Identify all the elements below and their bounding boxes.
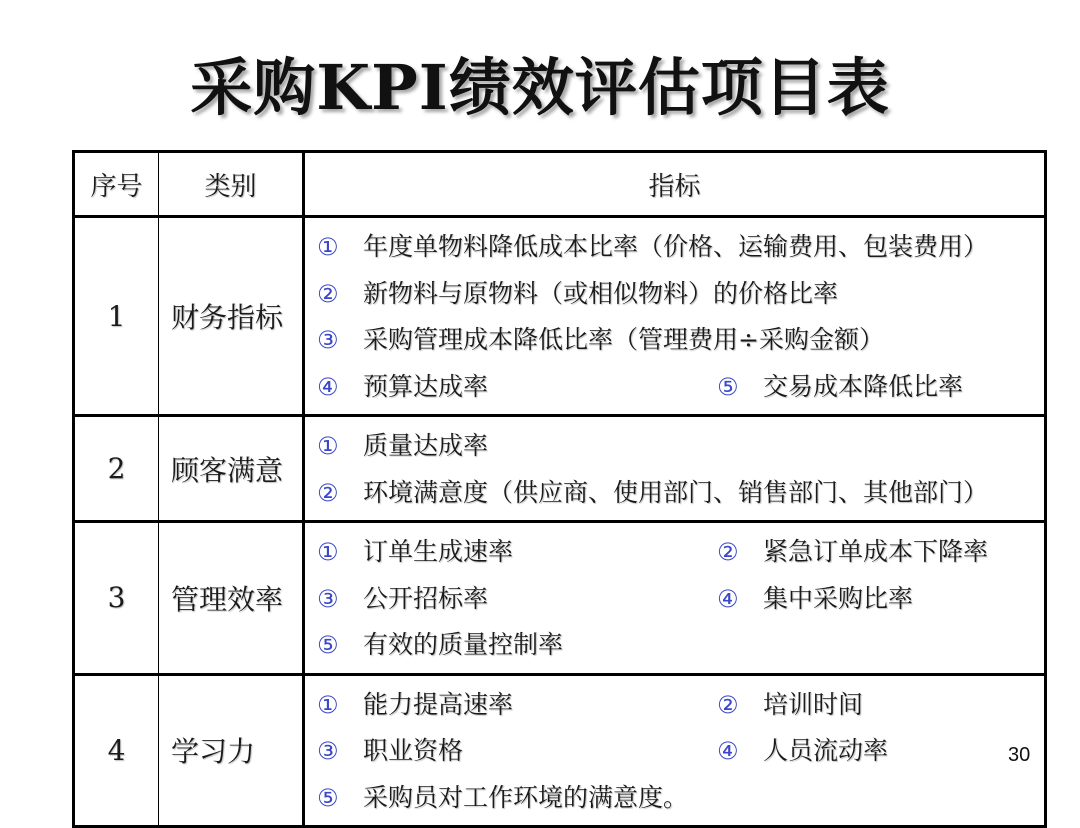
- indicator-text: 采购员对工作环境的满意度。: [363, 782, 689, 812]
- item-number-marker: ④: [717, 737, 739, 765]
- row-number: 3: [74, 522, 159, 675]
- indicator-item: [717, 364, 963, 411]
- item-number-marker: ②: [317, 478, 339, 507]
- indicator-text: 年度单物料降低成本比率（价格、运输费用、包装费用）: [363, 232, 989, 261]
- row-number: 4: [74, 674, 159, 827]
- row-indicators: [304, 522, 1046, 675]
- indicator-item: [317, 271, 838, 318]
- table-header-row: [74, 152, 1046, 217]
- indicator-text: 交易成本降低比率: [763, 371, 964, 401]
- indicator-text: 紧急订单成本下降率: [763, 537, 989, 566]
- header-indicator: 指标: [304, 152, 1046, 217]
- indicator-item: [317, 470, 988, 517]
- row-indicators: [304, 674, 1046, 827]
- indicator-line: [317, 364, 1044, 411]
- indicator-text: 预算达成率: [363, 371, 489, 401]
- indicator-line: [317, 622, 1044, 669]
- indicator-line: [317, 576, 1044, 623]
- indicator-text: 订单生成速率: [363, 537, 514, 566]
- indicator-line: [317, 529, 1044, 576]
- indicator-item: [317, 622, 563, 669]
- page-title: 采购KPI绩效评估项目表: [190, 51, 890, 124]
- item-number-marker: ②: [317, 279, 339, 308]
- row-number: 2: [74, 416, 159, 522]
- indicator-line: [317, 271, 1044, 318]
- indicator-item: [317, 364, 488, 411]
- row-indicators: [304, 416, 1046, 522]
- item-number-marker: ①: [317, 432, 339, 460]
- item-number-marker: ①: [317, 538, 339, 566]
- indicator-item: [317, 576, 488, 623]
- indicator-text: 职业资格: [363, 736, 464, 765]
- row-category: 学习力: [159, 674, 304, 827]
- indicator-item: [717, 682, 863, 729]
- item-number-marker: ⑤: [317, 631, 339, 659]
- indicator-item: [317, 682, 513, 729]
- table-row: [74, 522, 1046, 675]
- kpi-table: [72, 150, 1047, 828]
- item-number-marker: ⑤: [317, 783, 339, 812]
- indicator-item: [717, 576, 913, 623]
- indicator-item: [317, 317, 884, 364]
- row-number: 1: [74, 217, 159, 416]
- indicator-item: [317, 775, 688, 822]
- indicator-line: [317, 224, 1044, 271]
- indicator-line: [317, 775, 1044, 822]
- item-number-marker: ③: [317, 737, 339, 765]
- indicator-text: 环境满意度（供应商、使用部门、销售部门、其他部门）: [363, 477, 989, 507]
- indicator-line: [317, 682, 1044, 729]
- indicator-text: 有效的质量控制率: [363, 630, 564, 659]
- indicator-line: [317, 423, 1044, 470]
- indicator-item: [317, 728, 463, 775]
- item-number-marker: ①: [317, 690, 339, 719]
- indicator-item: [717, 529, 988, 576]
- row-category: 顾客满意: [159, 416, 304, 522]
- row-indicators: [304, 217, 1046, 416]
- indicator-item: [717, 728, 888, 775]
- indicator-text: 能力提高速率: [363, 689, 514, 719]
- table-row: [74, 217, 1046, 416]
- item-number-marker: ⑤: [717, 372, 739, 401]
- indicator-text: 质量达成率: [363, 431, 489, 460]
- page-number: 30: [1008, 744, 1031, 766]
- table-body: [74, 217, 1046, 827]
- table-row: [74, 674, 1046, 827]
- item-number-marker: ③: [317, 584, 339, 613]
- indicator-text: 采购管理成本降低比率（管理费用÷采购金额）: [363, 325, 884, 354]
- indicator-text: 公开招标率: [363, 583, 489, 613]
- item-number-marker: ④: [717, 584, 739, 613]
- indicator-text: 人员流动率: [763, 736, 889, 765]
- indicator-item: [317, 224, 988, 271]
- item-number-marker: ①: [317, 233, 339, 261]
- item-number-marker: ④: [317, 372, 339, 401]
- header-number: 序号: [74, 152, 159, 217]
- header-category: 类别: [159, 152, 304, 217]
- indicator-text: 培训时间: [763, 689, 864, 719]
- item-number-marker: ②: [717, 538, 739, 566]
- indicator-item: [317, 423, 488, 470]
- indicator-line: [317, 317, 1044, 364]
- indicator-item: [317, 529, 513, 576]
- indicator-text: 新物料与原物料（或相似物料）的价格比率: [363, 278, 839, 308]
- row-category: 管理效率: [159, 522, 304, 675]
- indicator-text: 集中采购比率: [763, 583, 914, 613]
- item-number-marker: ②: [717, 690, 739, 719]
- item-number-marker: ③: [317, 326, 339, 354]
- indicator-line: [317, 728, 1044, 775]
- row-category: 财务指标: [159, 217, 304, 416]
- table-row: [74, 416, 1046, 522]
- indicator-line: [317, 470, 1044, 517]
